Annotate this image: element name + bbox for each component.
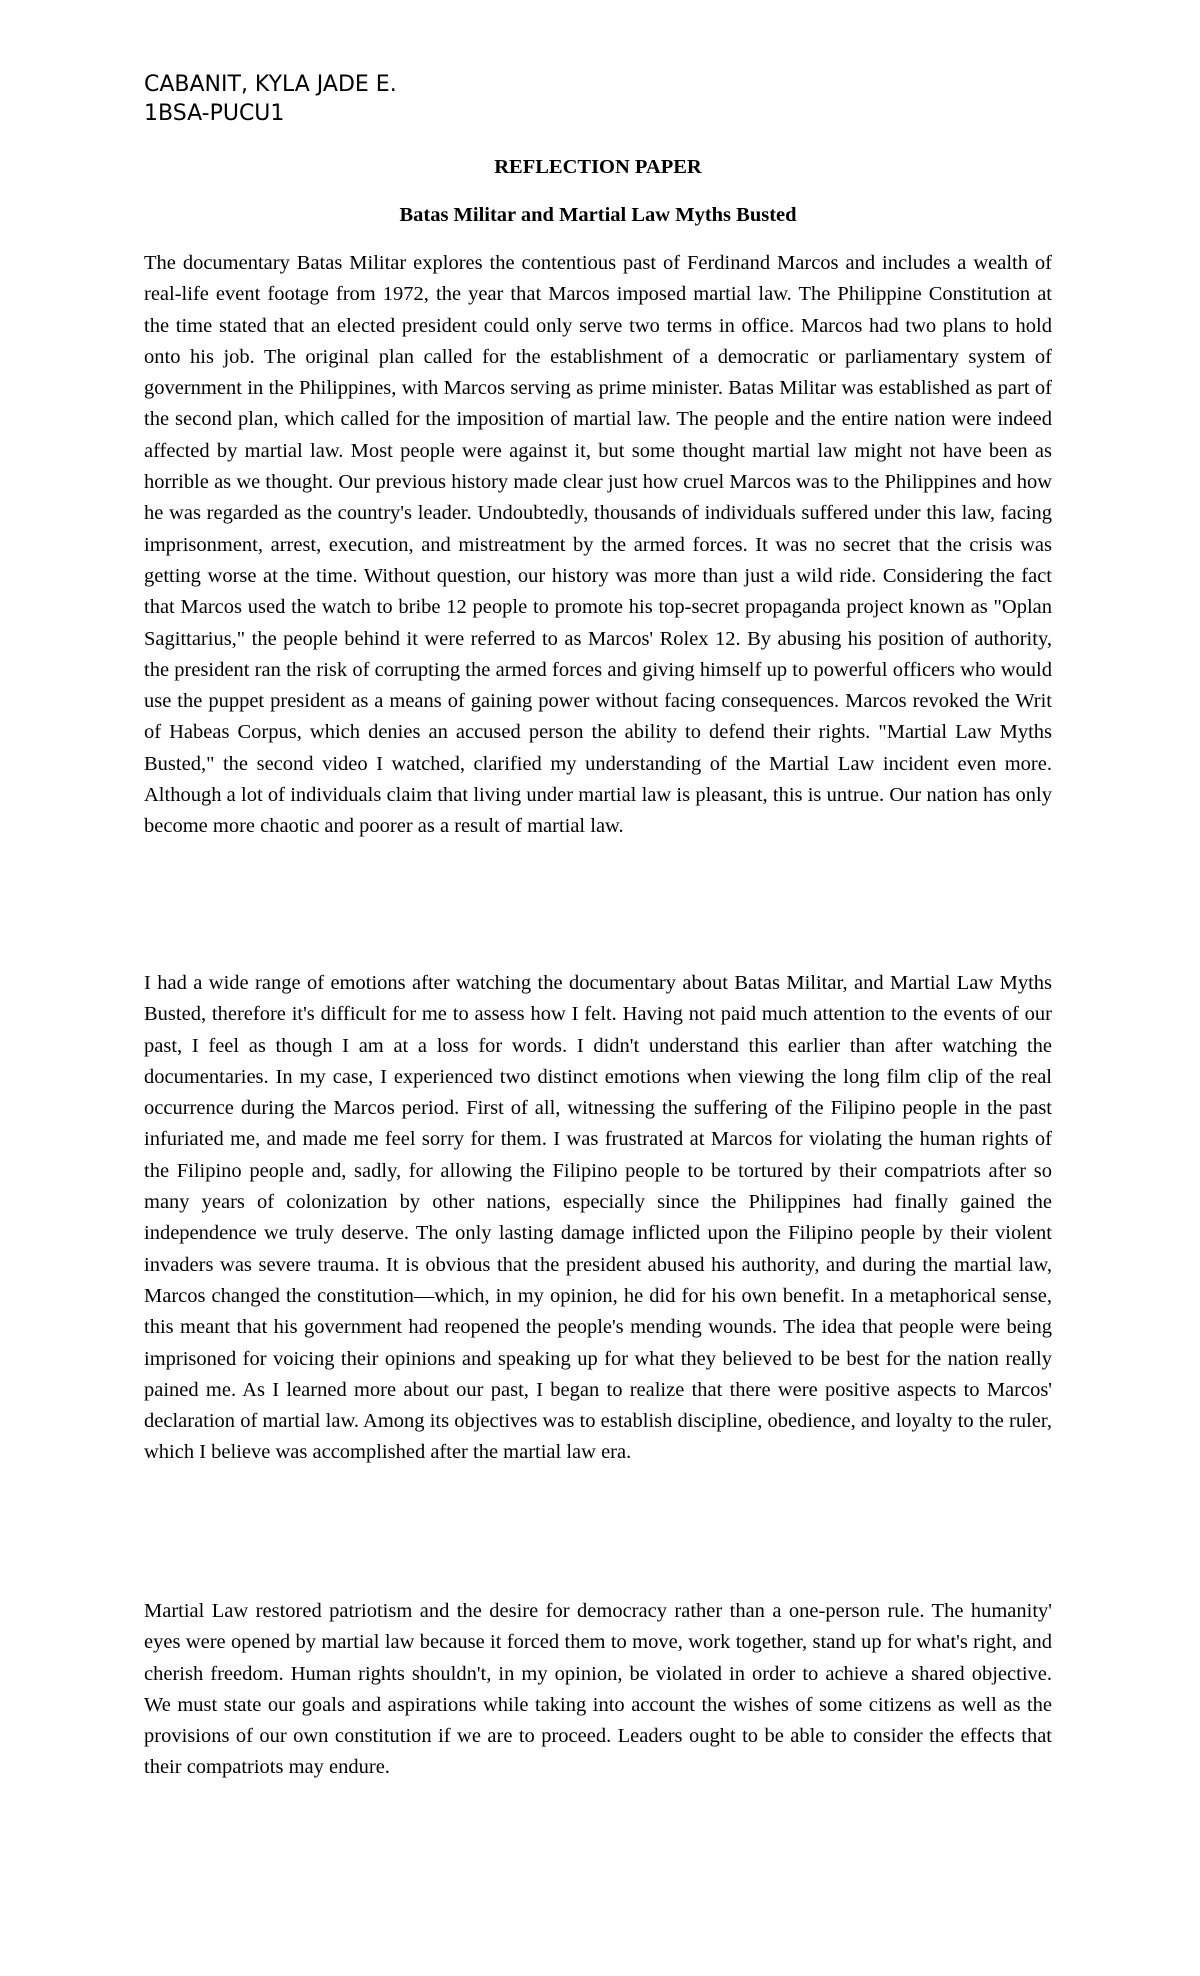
author-section: 1BSA-PUCU1 <box>144 101 285 126</box>
author-name: CABANIT, KYLA JADE E. <box>144 72 397 97</box>
body-paragraph-2: I had a wide range of emotions after watching the documentary about Batas Militar, and Martial Law Myths Busted, therefore it's difficult for me to assess how I felt. Having not paid much attention to the events of our past, I feel as though I am at a loss for words. I didn't understand this earlier than after watching the documentaries. In my case, I experienced two distinct emotions when viewing the long film clip of the real occurrence during the Marcos period. First of all, witnessing the suffering of the Filipino people in the past infuriated me, and made me feel sorry for them. I was frustrated at Marcos for violating the human rights of the Filipino people and, sadly, for allowing the Filipino people to be tortured by their compatriots after so many years of colonization by other nations, especially since the Philippines had finally gained the independence we truly deserve. The only lasting damage inflicted upon the Filipino people by their violent invaders was severe trauma. It is obvious that the president abused his authority, and during the martial law, Marcos changed the constitution—which, in my opinion, he did for his own benefit. In a metaphorical sense, this meant that his government had reopened the people's mending wounds. The idea that people were being imprisoned for voicing their opinions and speaking up for what they believed to be best for the nation really pained me. As I learned more about our past, I began to realize that there were positive aspects to Marcos' declaration of martial law. Among its objectives was to establish discipline, obedience, and loyalty to the ruler, which I believe was accomplished after the martial law era. <box>144 972 1052 1464</box>
body-paragraph-1: The documentary Batas Militar explores the contentious past of Ferdinand Marcos and includes a wealth of real-life event footage from 1972, the year that Marcos imposed martial law. The Philippine Constitution at the time stated that an elected president could only serve two terms in office. Marcos had two plans to hold onto his job. The original plan called for the establishment of a democratic or parliamentary system of government in the Philippines, with Marcos serving as prime minister. Batas Militar was established as part of the second plan, which called for the imposition of martial law. The people and the entire nation were indeed affected by martial law. Most people were against it, but some thought martial law might not have been as horrible as we thought. Our previous history made clear just how cruel Marcos was to the Philippines and how he was regarded as the country's leader. Undoubtedly, thousands of individuals suffered under this law, facing imprisonment, arrest, execution, and mistreatment by the armed forces. It was no secret that the crisis was getting worse at the time. Without question, our history was more than just a wild ride. Considering the fact that Marcos used the watch to bribe 12 people to promote his top-secret propaganda project known as "Oplan Sagittarius," the people behind it were referred to as Marcos' Rolex 12. By abusing his position of authority, the president ran the risk of corrupting the armed forces and giving himself up to powerful officers who would use the puppet president as a means of gaining power without facing consequences. Marcos revoked the Writ of Habeas Corpus, which denies an accused person the ability to defend their rights. "Martial Law Myths Busted," the second video I watched, clarified my understanding of the Martial Law incident even more. Although a lot of individuals claim that living under martial law is pleasant, this is untrue. Our nation has only become more chaotic and poorer as a result of martial law. <box>144 252 1052 838</box>
body-paragraph-3: Martial Law restored patriotism and the desire for democracy rather than a one-person rule. The humanity' eyes were opened by martial law because it forced them to move, work together, stand up for what's right, and cherish freedom. Human rights shouldn't, in my opinion, be violated in order to achieve a shared objective. We must state our goals and aspirations while taking into account the wishes of some citizens as well as the provisions of our own constitution if we are to proceed. Leaders ought to be able to consider the effects that their compatriots may endure. <box>144 1600 1052 1779</box>
author-header <box>144 70 397 128</box>
paper-title: REFLECTION PAPER <box>494 156 702 178</box>
paper-subtitle: Batas Militar and Martial Law Myths Busted <box>399 204 797 226</box>
